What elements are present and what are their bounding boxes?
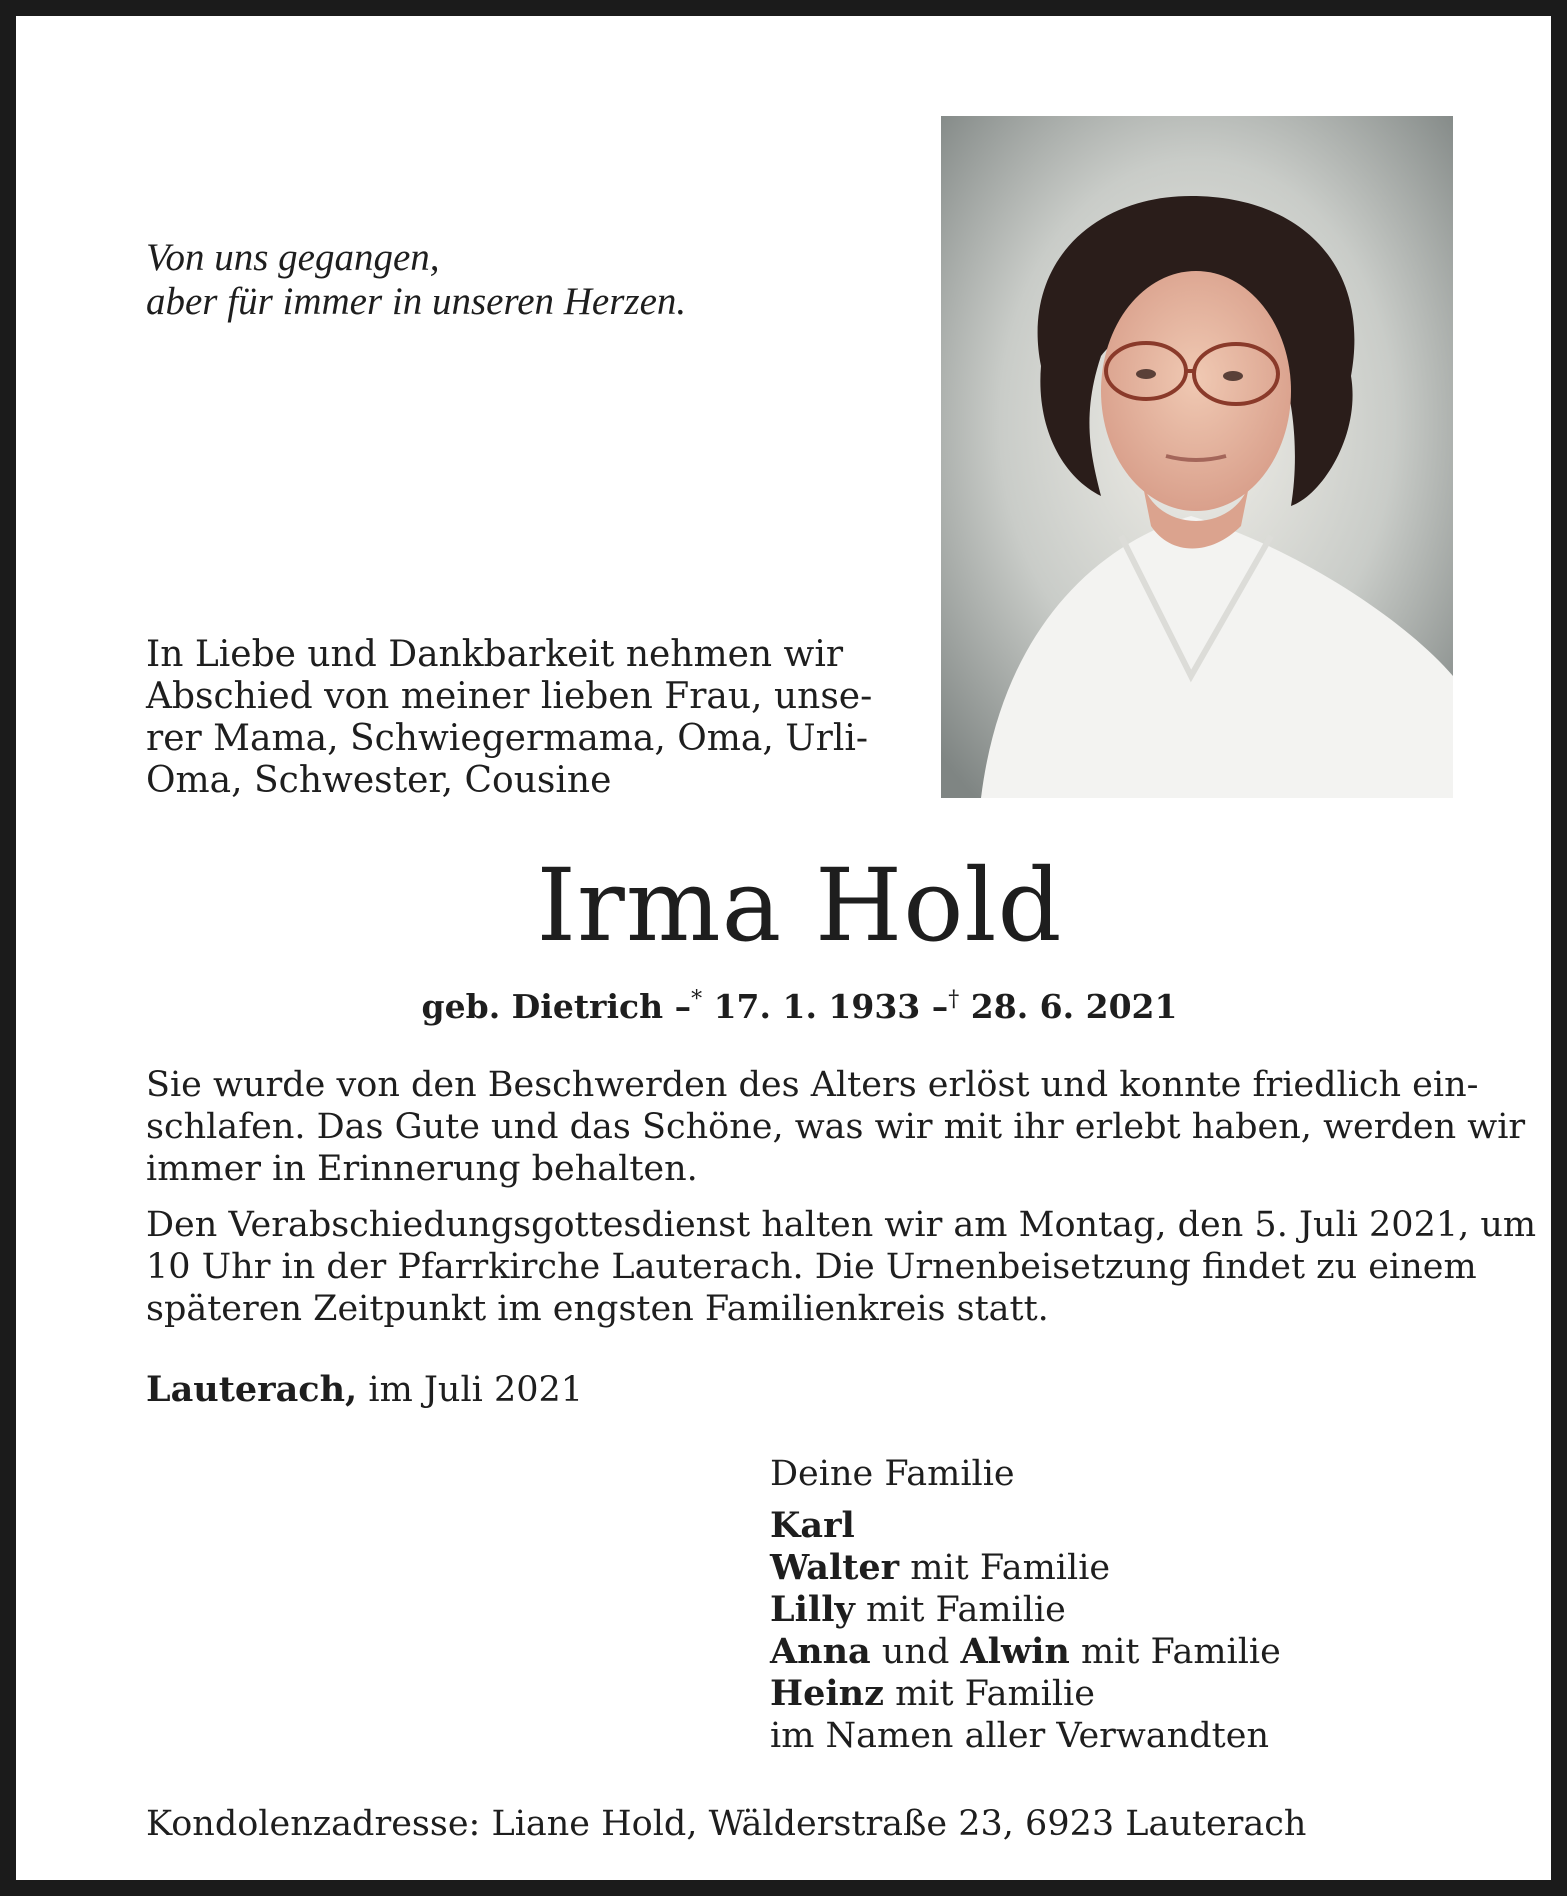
- body-line: immer in Erinnerung behalten.: [146, 1149, 698, 1189]
- death-symbol: †: [948, 987, 960, 1012]
- body-paragraph-2: [146, 1204, 1537, 1330]
- family-member: [770, 1547, 1410, 1589]
- family-suffix: mit Familie: [1080, 1632, 1281, 1672]
- portrait-photo: [941, 116, 1453, 798]
- intro-line: In Liebe und Dankbarkeit nehmen wir: [146, 634, 844, 675]
- family-suffix: mit Familie: [895, 1674, 1095, 1714]
- place-date: [146, 1368, 583, 1412]
- portrait-icon: [941, 116, 1453, 798]
- family-name: Lilly: [770, 1589, 855, 1630]
- dash: –: [674, 987, 692, 1026]
- family-suffix: mit Familie: [910, 1548, 1111, 1588]
- motto-line-2: aber für immer in unseren Herzen.: [146, 280, 687, 323]
- family-heading: Deine Familie: [770, 1454, 1015, 1494]
- birth-date: 17. 1. 1933: [713, 987, 921, 1026]
- body-line: Sie wurde von den Beschwerden des Alters erlöst und konnte friedlich ein-: [146, 1065, 1479, 1105]
- body-line: Den Verabschiedungsgottesdienst halten wir am Montag, den 5. Juli 2021, um: [146, 1205, 1537, 1245]
- family-name: Anna: [770, 1631, 871, 1672]
- death-date: 28. 6. 2021: [970, 987, 1178, 1026]
- birth-name: geb. Dietrich: [421, 987, 664, 1026]
- family-name: Alwin: [960, 1631, 1070, 1672]
- motto: [146, 236, 786, 324]
- family-member: [770, 1631, 1410, 1673]
- birth-symbol: *: [691, 987, 703, 1012]
- intro-line: Abschied von meiner lieben Frau, unse-: [146, 676, 873, 717]
- family-name: Heinz: [770, 1673, 884, 1714]
- body-line: schlafen. Das Gute und das Schöne, was wir mit ihr erlebt haben, werden wir: [146, 1107, 1526, 1147]
- body-paragraph-1: [146, 1064, 1526, 1190]
- condolence-address: Kondolenzadresse: Liane Hold, Wälderstraße 23, 6923 Lauterach: [146, 1804, 1307, 1844]
- dash: –: [931, 987, 949, 1026]
- family-closing: im Namen aller Verwandten: [770, 1716, 1269, 1756]
- place-town: Lauterach,: [146, 1369, 358, 1410]
- family-name: Karl: [770, 1505, 855, 1546]
- body-line: späteren Zeitpunkt im engsten Familienkreis statt.: [146, 1289, 1049, 1329]
- family-member: [770, 1589, 1410, 1631]
- family-member: [770, 1673, 1410, 1715]
- family-suffix: mit Familie: [865, 1590, 1066, 1630]
- family-member: [770, 1505, 1410, 1547]
- deceased-name: Irma Hold: [536, 847, 1063, 964]
- life-dates: [16, 978, 1567, 1029]
- family-signature: [770, 1453, 1410, 1757]
- family-name: Walter: [770, 1547, 900, 1588]
- body-line: 10 Uhr in der Pfarrkirche Lauterach. Die Urnenbeisetzung findet zu einem: [146, 1247, 1477, 1287]
- place-date-text: im Juli 2021: [368, 1370, 584, 1410]
- intro-line: Oma, Schwester, Cousine: [146, 760, 612, 801]
- family-conjunction: und: [881, 1632, 950, 1672]
- intro-line: rer Mama, Schwiegermama, Oma, Urli-: [146, 718, 869, 759]
- motto-line-1: Von uns gegangen,: [146, 236, 440, 279]
- intro-text: [146, 634, 873, 802]
